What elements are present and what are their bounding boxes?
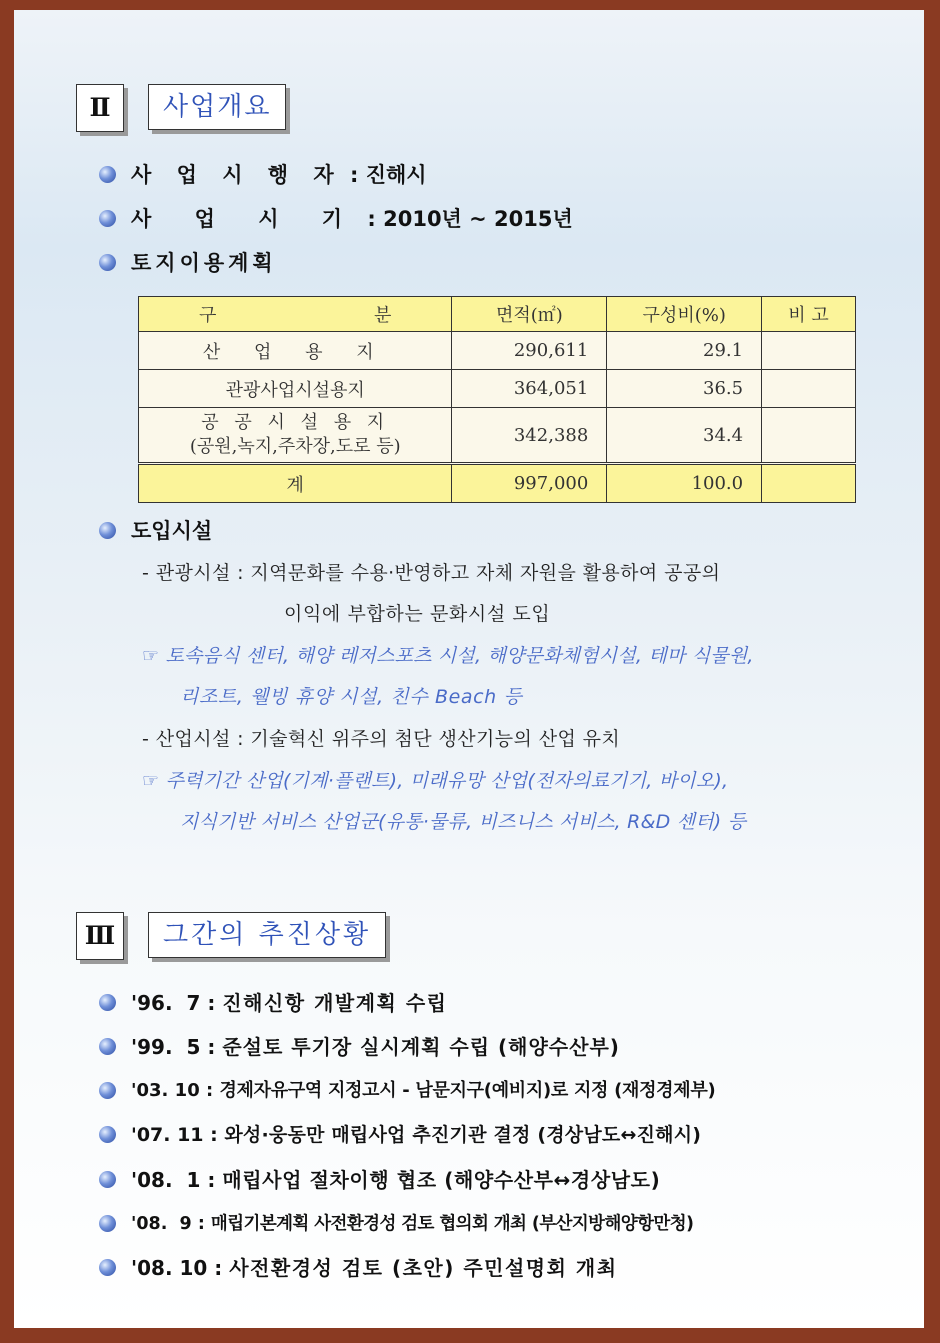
bullet-icon (99, 210, 116, 227)
bullet-icon (99, 1126, 116, 1143)
bullet-icon (99, 1038, 116, 1055)
operator-sep: : (350, 163, 359, 187)
table-header-row (139, 297, 856, 332)
timeline-text: 사전환경성 검토 (초안) 주민설명회 개최 (229, 1256, 618, 1280)
timeline-date: '08. 1 : (131, 1168, 216, 1192)
table-total-row (139, 464, 856, 503)
bullet-icon (99, 522, 116, 539)
timeline-date: '07. 11 : (131, 1124, 218, 1146)
row-label: 산 업 용 지 (139, 332, 452, 370)
operator-label: 사 업 시 행 자 (131, 163, 343, 187)
timeline-text: 와성·웅동만 매립사업 추진기관 결정 (경상남도↔진해시) (224, 1124, 702, 1146)
timeline-date: '03. 10 : (131, 1080, 214, 1101)
bullet-icon (99, 1215, 116, 1232)
bullet-icon (99, 1082, 116, 1099)
industry-example-1: ☞ 주력기간 산업(기계·플랜트), 미래유망 산업(전자의료기기, 바이오), (142, 770, 729, 792)
row-area: 364,051 (452, 370, 607, 408)
table-row (139, 332, 856, 370)
period-value: 2010년 ~ 2015년 (383, 207, 573, 231)
timeline-text: 매립사업 절차이행 협조 (해양수산부↔경상남도) (222, 1168, 661, 1192)
header-category: 구 분 (139, 297, 452, 332)
timeline-date: '08. 9 : (131, 1214, 205, 1234)
bullet-icon (99, 1259, 116, 1276)
section-2-numeral: Ⅱ (76, 84, 124, 132)
row-note (762, 370, 856, 408)
industry-example-2: 지식기반 서비스 산업군(유통·물류, 비즈니스 서비스, R&D 센터) 등 (180, 811, 747, 833)
section-3-numeral: Ⅲ (76, 912, 124, 960)
section-2-title: 사업개요 (148, 84, 286, 130)
timeline-text: 준설토 투기장 실시계획 수립 (해양수산부) (222, 1035, 620, 1059)
period-sep: : (367, 207, 376, 231)
timeline-date: '08. 10 : (131, 1256, 223, 1280)
document-page (14, 10, 924, 1328)
row-area: 342,388 (452, 408, 607, 464)
bullet-icon (99, 254, 116, 271)
bullet-icon (99, 166, 116, 183)
timeline-date: '99. 5 : (131, 1035, 216, 1059)
industry-line-1: - 산업시설 : 기술혁신 위주의 첨단 생산기능의 산업 유치 (142, 728, 621, 750)
header-note: 비 고 (762, 297, 856, 332)
row-ratio: 36.5 (607, 370, 762, 408)
row-label: 공 공 시 설 용 지 (201, 412, 390, 433)
facilities-label: 도입시설 (131, 519, 213, 543)
table-row (139, 408, 856, 464)
total-ratio: 100.0 (607, 464, 762, 503)
total-area: 997,000 (452, 464, 607, 503)
table-row (139, 370, 856, 408)
timeline-text: 매립기본계획 사전환경성 검토 협의회 개최 (부산지방해양항만청) (210, 1214, 694, 1234)
bullet-icon (99, 994, 116, 1011)
timeline-text: 진해신항 개발계획 수립 (222, 991, 448, 1015)
bullet-icon (99, 1171, 116, 1188)
header-ratio: 구성비(%) (607, 297, 762, 332)
row-label: 관광사업시설용지 (139, 370, 452, 408)
operator-value: 진해시 (365, 163, 427, 187)
row-note (762, 332, 856, 370)
land-plan-label: 토지이용계획 (131, 251, 277, 275)
land-use-table (138, 296, 856, 503)
row-ratio: 34.4 (607, 408, 762, 464)
row-label-sub: (공원,녹지,주차장,도로 등) (189, 436, 401, 457)
tourism-line-2: 이익에 부합하는 문화시설 도입 (284, 603, 551, 625)
header-area: 면적(㎡) (452, 297, 607, 332)
timeline-date: '96. 7 : (131, 991, 216, 1015)
tourism-line-1: - 관광시설 : 지역문화를 수용·반영하고 자체 자원을 활용하여 공공의 (142, 562, 721, 584)
row-ratio: 29.1 (607, 332, 762, 370)
row-note (762, 408, 856, 464)
section-3-title: 그간의 추진상황 (148, 912, 386, 958)
row-area: 290,611 (452, 332, 607, 370)
total-note (762, 464, 856, 503)
timeline-text: 경제자유구역 지정고시 - 남문지구(예비지)로 지정 (재정경제부) (219, 1080, 716, 1101)
tourism-example-1: ☞ 토속음식 센터, 해양 레저스포츠 시설, 해양문화체험시설, 테마 식물원, (142, 645, 754, 667)
total-label: 계 (139, 464, 452, 503)
period-label: 사 업 시 기 (131, 207, 361, 231)
tourism-example-2: 리조트, 웰빙 휴양 시설, 친수 Beach 등 (180, 686, 523, 708)
